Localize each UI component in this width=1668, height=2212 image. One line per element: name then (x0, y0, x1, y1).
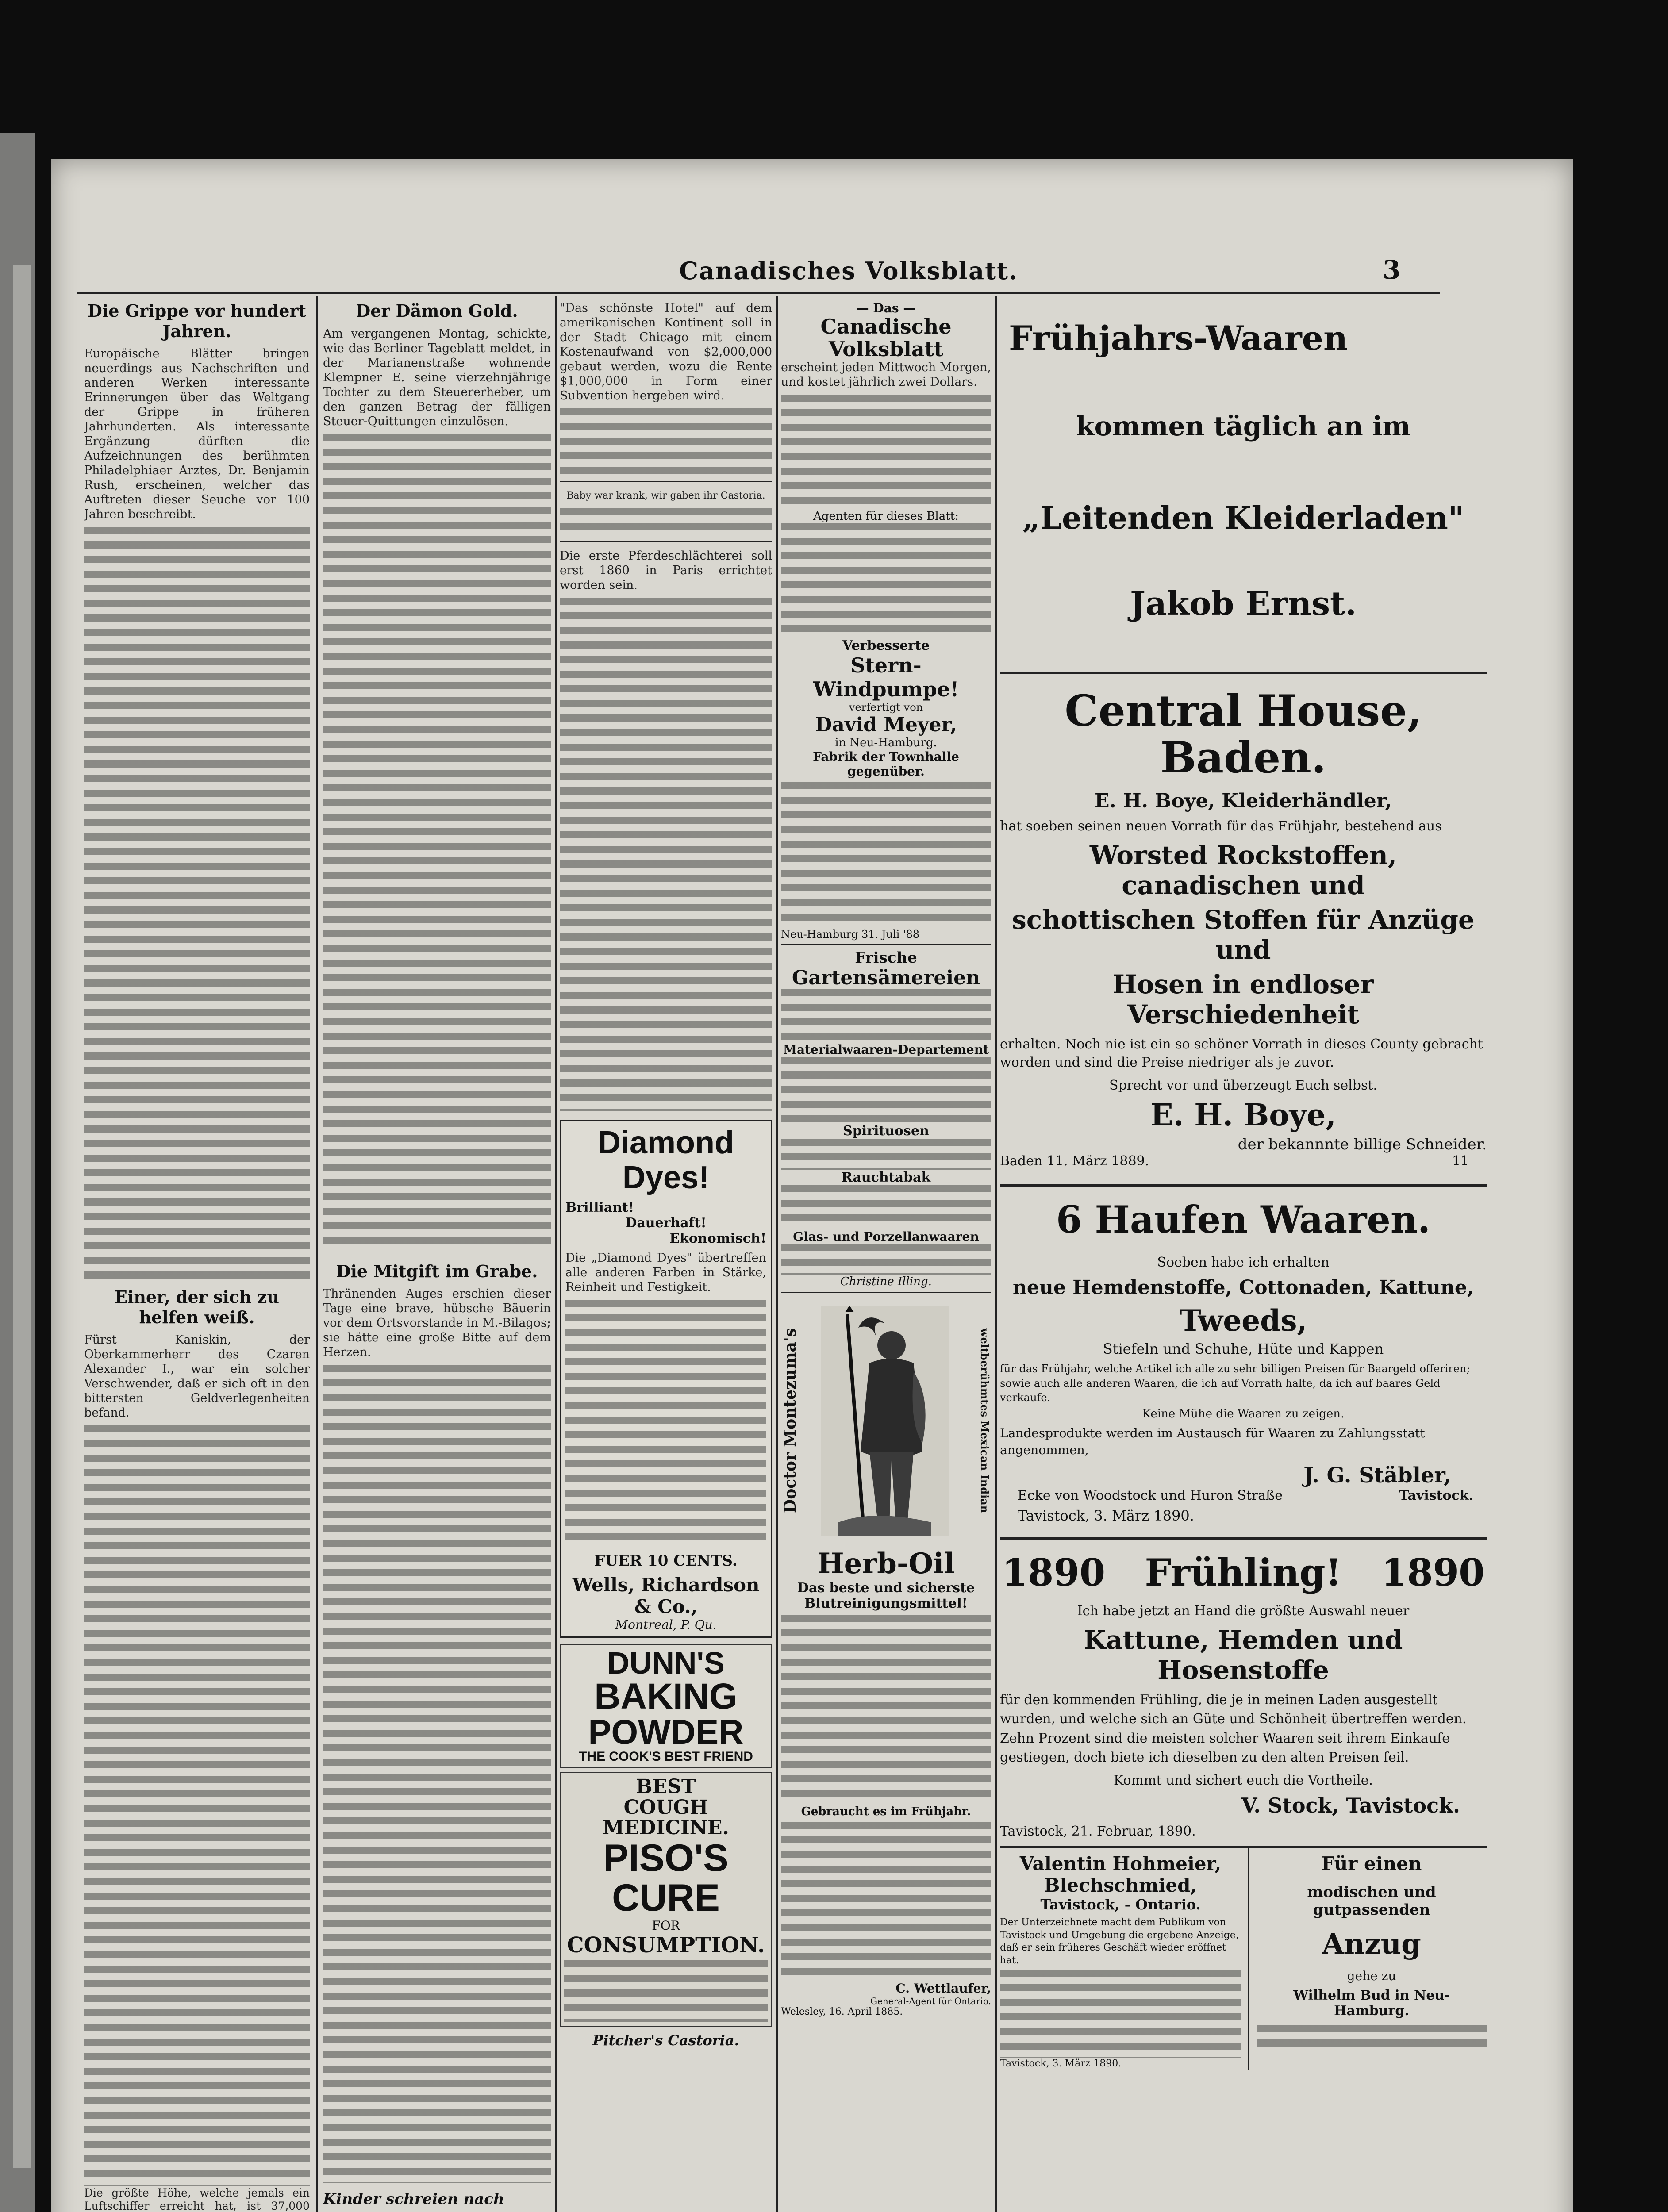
column-1 (84, 301, 310, 2212)
ad-line: E. H. Boye, Kleiderhändler, (1095, 790, 1392, 813)
ad-title: Anzug (1322, 1927, 1421, 1961)
company-city: Montreal, P. Qu. (615, 1617, 717, 1632)
herb-side-text: Doctor Montezuma's (781, 1328, 799, 1513)
ad-line: „Leitenden Kleiderladen" (1022, 499, 1464, 536)
ad-line: Frische (855, 949, 917, 967)
divider (781, 944, 991, 945)
article-text-block (781, 1057, 991, 1123)
ad-signature: J. G. Stäbler, (1303, 1463, 1451, 1488)
article-text-block (781, 523, 991, 634)
ad-line: Ich habe jetzt an Hand die größte Auswahl neuer (1077, 1603, 1410, 1619)
ad-line: für den kommenden Frühling, die je in meinen Laden ausgestellt wurden, und welche sich an Güte und Schönheit übertreffen werden. Zehn Prozent sind die meisten solcher Waaren seit ihrem Einkaufe gestiegen, doch biete ich dieselben zu den alten Preisen feil. (1000, 1692, 1467, 1766)
piso-line: MEDICINE. (603, 1816, 729, 1839)
article-text-block (781, 1615, 991, 1805)
article-text: Die erste Pferdeschlächterei soll erst 1860 in Paris errichtet worden sein. (560, 549, 772, 592)
article-title: Einer, der sich zu helfen weiß. (115, 1287, 279, 1327)
agents-heading: Agenten für dieses Blatt: (813, 510, 959, 523)
ad-line: hat soeben seinen neuen Vorrath für das Frühjahr, bestehend aus (1000, 818, 1442, 834)
article-text-block (84, 527, 310, 1279)
ad-line: kommen täglich an im (1076, 411, 1411, 442)
ad-date: Neu-Hamburg 31. Juli '88 (781, 928, 920, 941)
column-rule (776, 296, 778, 2212)
dunns-line: DUNN'S (607, 1646, 725, 1681)
ad-line: Spirituosen (843, 1123, 929, 1139)
piso-line: CONSUMPTION. (567, 1932, 765, 1958)
ad-line: erhalten. Noch nie ist ein so schöner Vorrath in dieses County gebracht worden und sind die Preise niedriger als je zuvor. (1000, 1037, 1483, 1070)
ad-signature: Christine Illing. (840, 1275, 932, 1289)
article-text-block (781, 395, 991, 505)
piso-line: FOR (652, 1918, 680, 1933)
page-header (51, 252, 1573, 288)
article-title: Der Dämon Gold. (356, 301, 518, 321)
ad-text: Der Unterzeichnete macht dem Publikum von Tavistock und Umgebung die ergebene Anzeige, daß er sein früheres Geschäft wieder eröffnet hat. (1000, 1916, 1239, 1966)
diamond-dyes-ad (560, 1120, 772, 1638)
newspaper-title: Canadisches Volksblatt. (679, 257, 1018, 285)
price-text: FUER 10 CENTS. (594, 1552, 738, 1570)
bud-ad (1257, 1853, 1487, 2051)
ad-address: Ecke von Woodstock und Huron Straße (1018, 1487, 1283, 1503)
montezuma-figure-icon (821, 1306, 949, 1536)
ad-line: Sprecht vor und überzeugt Euch selbst. (1109, 1078, 1377, 1094)
ad-line: Stiefeln und Schuhe, Hüte und Kappen (1103, 1340, 1384, 1358)
article-text-block (781, 1244, 991, 1275)
ad-footer (1000, 1488, 1487, 1507)
ad-line: Kattune, Hemden und Hosenstoffe (1084, 1624, 1403, 1685)
article-text-block (781, 1139, 991, 1170)
ad-line: Gebraucht es im Frühjahr. (801, 1805, 971, 1819)
ad-line: Für einen (1321, 1852, 1422, 1874)
article-text: Europäische Blätter bringen neuerdings aus Nachschriften und anderen Werken interessante Erinnerungen über das Weltgang der Grippe in früheren Jahrhunderten. Als interessante Ergänzung dürften die Aufzeichnungen des berühmten Philadelphiaer Arztes, Dr. Benjamin Rush, erscheinen, welcher das Auftreten dieser Seuche vor 100 Jahren beschreibt. (84, 347, 310, 522)
bottom-ads (1000, 1848, 1487, 2070)
article-text-block (323, 434, 551, 1252)
article-text-block (564, 1960, 768, 2022)
ad-line: Glas- und Porzellanwaaren (793, 1229, 979, 1244)
dunns-line: BAKING (594, 1676, 738, 1717)
article-text-block (781, 1185, 991, 1229)
article-text-block (1257, 2025, 1487, 2051)
column-rule (555, 296, 557, 2212)
piso-brand: PISO'S CURE (603, 1836, 729, 1920)
diamond-sub: Brilliant! (565, 1200, 634, 1216)
ad-line: Soeben habe ich erhalten (1157, 1255, 1330, 1271)
ad-line: verfertigt von (849, 701, 923, 714)
ad-line: der bekannnte billige Schneider. (1238, 1136, 1487, 1154)
agent-name: C. Wettlaufer, (895, 1981, 991, 1996)
article-title: Die Mitgift im Grabe. (336, 1261, 538, 1281)
column-rule (995, 296, 997, 2212)
ad-line: Hosen in endloser Verschiedenheit (1112, 969, 1374, 1030)
dunns-slogan: THE COOK'S BEST FRIEND (579, 1749, 753, 1764)
newspaper-page (51, 159, 1573, 2212)
ad-signature: Jakob Ernst. (1130, 585, 1357, 623)
adjacent-page-edge-inner (13, 265, 31, 2168)
ad-name: David Meyer, (815, 714, 957, 737)
footer-text: Pitcher's Castoria. (592, 2032, 739, 2049)
article-text-block (781, 989, 991, 1042)
piso-line: BEST (636, 1775, 696, 1798)
ad-date: Tavistock, 3. März 1890. (1000, 2058, 1122, 2070)
pisos-cure-ad (560, 1772, 772, 2026)
castoria-note: Baby war krank, wir gaben ihr Castoria. (566, 490, 765, 501)
article-title: Die Grippe vor hundert Jahren. (87, 301, 307, 341)
article-text: Thränenden Auges erschien dieser Tage eine brave, hübsche Bäuerin vor dem Ortsvorstande in M.-Bilagos; sie hätte eine große Bitte auf dem Herzen. (323, 1287, 551, 1359)
ad-title: 6 Haufen Waaren. (1056, 1198, 1431, 1242)
masthead-small: — Das — (856, 301, 916, 315)
divider (1000, 1184, 1487, 1187)
company-name: Wells, Richardson & Co., (572, 1574, 760, 1618)
ad-signature: E. H. Boye, (1150, 1098, 1337, 1133)
column-3 (560, 301, 772, 2212)
dunns-line: POWDER (588, 1713, 744, 1752)
agent-title: General-Agent für Ontario. (870, 1996, 991, 2007)
ad-title: Central House, Baden. (1065, 686, 1422, 783)
article-text: "Das schönste Hotel" auf dem amerikanischen Kontinent soll in der Stadt Chicago mit einem Kostenaufwand von $2,000,000 gebaut werden, wozu die Rente $1,000,000 in Form einer Subvention hergeben wird. (560, 301, 772, 403)
ad-title: Blechschmied, (1044, 1874, 1197, 1896)
divider (560, 481, 772, 482)
ad-date: Baden 11. März 1889. (1000, 1153, 1149, 1169)
column-5 (1000, 301, 1487, 2212)
article-text: Die größte Höhe, welche jemals ein Luftschiffer erreicht hat, ist 37,000 (84, 2186, 310, 2212)
ad-date: Tavistock, 21. Februar, 1890. (1000, 1823, 1196, 1839)
ad-title: Stern-Windpumpe! (813, 653, 959, 702)
ad-title: Valentin Hohmeier, (1019, 1852, 1222, 1874)
herb-side-text: weltberühmtes Mexican Indian (978, 1328, 991, 1513)
divider (1000, 1537, 1487, 1540)
diamond-sub: Ekonomisch! (669, 1231, 766, 1247)
article-text-block (781, 782, 991, 928)
ad-line: für das Frühjahr, welche Artikel ich alle zu sehr billigen Preisen für Baargeld offeriren; sowie auch alle anderen Waaren, die ich auf Vorrath halte, da ich auf baares Geld verkaufe. (1000, 1363, 1470, 1404)
article-text: Am vergangenen Montag, schickte, wie das Berliner Tageblatt meldet, in der Marianenstraße wohnende Klempner E. seine vierzehnjährige Tochter zu dem Steuererheber, um den ganzen Betrag der fälligen Steuer-Quittungen einzulösen. (323, 326, 551, 428)
page-number: 3 (1383, 255, 1401, 285)
ad-signature: V. Stock, Tavistock. (1241, 1793, 1460, 1817)
divider (1000, 672, 1487, 674)
ad-line: Materialwaaren-Departement (783, 1042, 989, 1057)
diamond-title: Diamond Dyes! (597, 1125, 734, 1196)
ad-date: Welesley, 16. April 1885. (781, 2006, 903, 2018)
diamond-sub: Dauerhaft! (625, 1215, 707, 1231)
ad-town: Tavistock, - Ontario. (1040, 1896, 1201, 1913)
ad-line: gehe zu (1347, 1968, 1396, 1983)
ad-line: Fabrik der Townhalle gegenüber. (813, 749, 959, 779)
article-text-block (565, 1300, 766, 1548)
article-text-block (84, 1425, 310, 2186)
ad-line: Tweeds, (1179, 1303, 1307, 1338)
ad-number: 11 (1452, 1153, 1469, 1169)
ad-date: Tavistock, 3. März 1890. (1018, 1507, 1194, 1524)
ad-line: Kommt und sichert euch die Vortheile. (1113, 1772, 1373, 1788)
diamond-text: Die „Diamond Dyes" übertreffen alle anderen Farben in Stärke, Reinheit und Festigkeit. (565, 1251, 766, 1294)
footer-text: Kinder schreien nach (323, 2190, 504, 2208)
ad-title: 1890 Frühling! 1890 (1002, 1550, 1485, 1594)
masthead-text: erscheint jeden Mittwoch Morgen, und kostet jährlich zwei Dollars. (781, 361, 991, 389)
herb-oil-sub: Das beste und sicherste Blutreinigungsmittel! (797, 1580, 975, 1612)
ad-title: Frühjahrs-Waaren (1009, 319, 1348, 358)
herb-oil-title: Herb-Oil (817, 1547, 955, 1581)
column-2 (323, 301, 551, 2212)
hohmeier-ad (1000, 1853, 1241, 2069)
ad-footer (1000, 1153, 1487, 1171)
article-text-block (560, 408, 772, 475)
divider (560, 541, 772, 542)
column-4 (781, 301, 991, 2212)
article-text-block (560, 508, 772, 535)
ad-line: modischen und gutpassenden (1307, 1883, 1436, 1919)
ad-town: Tavistock. (1399, 1487, 1473, 1503)
piso-line: COUGH (623, 1796, 708, 1819)
ad-line: Wilhelm Bud in Neu-Hamburg. (1293, 1987, 1450, 2019)
column-rule (1248, 1848, 1249, 2070)
article-text-block (1000, 1970, 1241, 2058)
ad-line: Landesprodukte werden im Austausch für Waaren zu Zahlungsstatt angenommen, (1000, 1426, 1425, 1458)
ad-line: Rauchtabak (841, 1170, 931, 1186)
article-text-block (781, 1822, 991, 1981)
dunns-ad (560, 1644, 772, 1768)
masthead: Canadische Volksblatt (820, 315, 952, 361)
ad-line: in Neu-Hamburg. (835, 736, 937, 750)
article-text: Fürst Kaniskin, der Oberkammerherr des Czaren Alexander I., war ein solcher Verschwender, daß er sich oft in den bittersten Geldverlegenheiten befand. (84, 1333, 310, 1420)
article-text-block (323, 1365, 551, 2183)
ad-line: Worsted Rockstoffen, canadischen und (1089, 840, 1397, 901)
article-text-block (560, 598, 772, 1111)
ad-line: Verbesserte (842, 638, 930, 654)
ad-line: Keine Mühe die Waaren zu zeigen. (1142, 1407, 1345, 1421)
ad-line: neue Hemdenstoffe, Cottonaden, Kattune, (1012, 1276, 1474, 1299)
herb-oil-illustration (781, 1297, 991, 1544)
divider (781, 1292, 991, 1293)
ad-title: Gartensämereien (792, 967, 980, 990)
ad-line: schottischen Stoffen für Anzüge und (1012, 905, 1475, 965)
header-rule (77, 292, 1440, 294)
column-rule (316, 296, 318, 2212)
